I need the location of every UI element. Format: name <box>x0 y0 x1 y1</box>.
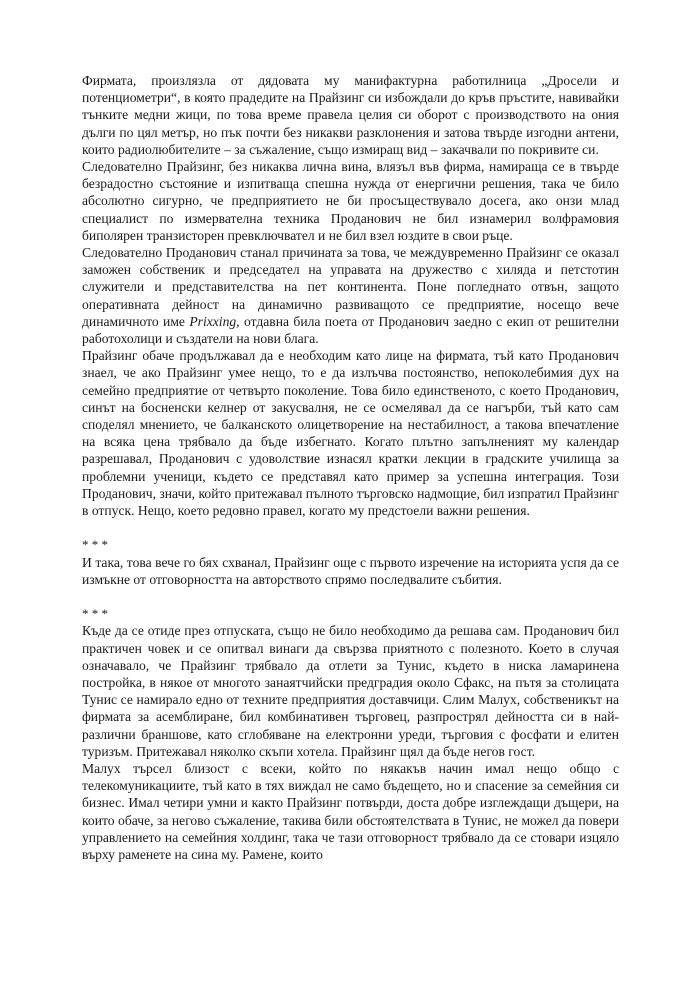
paragraph-3 <box>82 244 619 347</box>
company-name-italic: Prixxing <box>189 313 237 329</box>
paragraph-4: Прайзинг обаче продължавал да е необходим като лице на фирмата, тъй като Проданович знаел, че ако Прайзинг умее нещо, то е да излъчва постоянство, непоколебимия дух на семейно предприятие от четвърто поколение. Това било единственото, с което Проданович, синът на босненски келнер от закусвалня, не се осмелявал да се нагърби, тъй като сам споделял мнението, че балканското олицетворение на нестабилност, а такова впечатление на всяка цена трябвало да бъде избегнато. Когато плътно запълненият му календар разрешавал, Проданович с удоволствие изнасял кратки лекции в градските училища за проблемни ученици, където се представял като пример за успешна интеграция. Този Проданович, значи, който притежавал пълното търговско надмощие, бил изпратил Прайзинг в отпуск. Нещо, което редовно правел, когато му предстоели важни решения. <box>82 348 619 519</box>
paragraph-2: Следователно Прайзинг, без никаква лична вина, влязъл във фирма, намираща се в твърде безрадостно състояние и изпитваща спешна нужда от енергични решения, така че било абсолютно сигурно, че предприятието не би просъществувало досега, ако онзи млад специалист по измервателна техника Проданович не бил изнамерил волфрамовия биполярен транзисторен превключвател и не бил взел юздите в свои ръце. <box>82 159 619 243</box>
document-page <box>82 72 619 863</box>
section-separator-1: * * * <box>82 537 108 553</box>
paragraph-3-text-start: Следователно Проданович станал причината за това, че междувременно Прайзинг се оказал заможен собственик и председател на управата на дружество с хиляда и петстотин служители и представителства на пет континента. Поне погледнато отвън, защото оперативната дейност на динамично развиващото се предприятие, носещо вече динамичното име <box>82 245 619 329</box>
paragraph-5: И така, това вече го бях схванал, Прайзинг още с първото изречение на историята успя да се измъкне от отговорността на авторството спрямо последвалите събития. <box>82 554 619 587</box>
paragraph-7: Малух търсел близост с всеки, който по някакъв начин имал нещо общо с телекомуникациите, тъй като в тях виждал не само бъдещето, но и спасение за семейния си бизнес. Имал четири умни и както Прайзинг потвърди, доста добре изглеждащи дъщери, на които обаче, за негово съжаление, такива били обстоятелствата в Тунис, не можел да повери управлението на семейния холдинг, така че тази отговорност трябвало да се стовари изцяло върху раменете на сина му. Рамене, които <box>82 761 619 863</box>
paragraph-1: Фирмата, произлязла от дядовата му манифактурна работилница „Дросели и потенциометри“, в която прадедите на Прайзинг си избождали до кръв пръстите, навивайки тънките медни жици, по това време правела целия си оборот с производството на ония дълги по цял метър, но пък почти без никакви разклонения и затова твърде изгодни антени, които радиолюбителите – за съжаление, също измиращ вид – закачвали по покривите си. <box>82 73 619 157</box>
section-separator-2: * * * <box>82 606 108 622</box>
paragraph-3-text-end: , отдавна била поета от Проданович заедно с екип от решителни работохолици и създатели на нови блага. <box>82 313 619 347</box>
paragraph-6: Къде да се отиде през отпуската, също не било необходимо да решава сам. Проданович бил практичен човек и се опитвал винаги да свързва приятното с полезното. Което в случая означавало, че Прайзинг трябвало да отлети за Тунис, където в ниска ламаринена постройка, в някое от многото занаятчийски предградия около Сфакс, на пътя за столицата Тунис се намирало едно от техните предприятия доставчици. Слим Малух, собственикът на фирмата за асемблиране, бил комбинативен търговец, разпрострял дейността си в най-различни браншове, като сглобяване на електронни уреди, търговия с фосфати и елитен туризъм. Притежавал няколко скъпи хотела. Прайзинг щял да бъде негов гост. <box>82 623 619 759</box>
